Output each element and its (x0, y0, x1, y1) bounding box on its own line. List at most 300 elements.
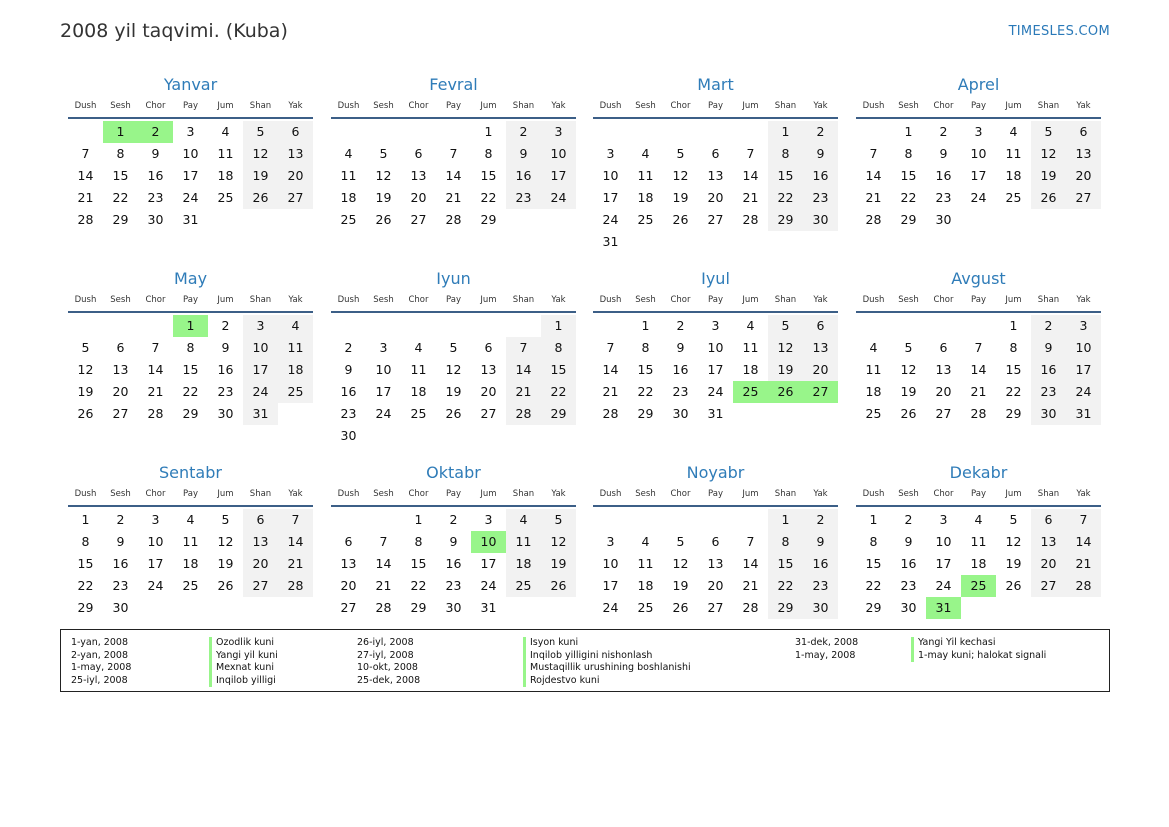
legend-holiday-name: Yangi Yil kechasi (911, 637, 1046, 650)
day-cell: 8 (1009, 340, 1018, 355)
day-cell: 11 (742, 340, 759, 355)
weekday-label: Sesh (898, 489, 919, 499)
day-cell: 17 (970, 168, 987, 183)
weekday-header (331, 100, 576, 119)
day-cell: 28 (375, 600, 392, 615)
empty-day-cell (926, 315, 961, 337)
day-cell: 21 (77, 190, 94, 205)
day-cell: 25 (865, 406, 882, 421)
day-cell: 22 (410, 578, 427, 593)
day-cell: 8 (116, 146, 125, 161)
day-cell: 9 (904, 534, 913, 549)
day-cell: 13 (340, 556, 357, 571)
weekday-label: Pay (971, 101, 986, 111)
day-cell: 17 (375, 384, 392, 399)
day-cell: 30 (445, 600, 462, 615)
day-cell: 3 (711, 318, 720, 333)
day-cell: 21 (278, 553, 313, 575)
day-grid (856, 315, 1101, 425)
day-cell: 21 (1066, 553, 1101, 575)
weekday-label: Jum (217, 101, 234, 111)
day-cell: 8 (186, 340, 195, 355)
day-cell: 6 (344, 534, 353, 549)
day-cell: 14 (147, 362, 164, 377)
day-cell: 15 (1005, 362, 1022, 377)
holiday-day-cell: 27 (803, 381, 838, 403)
day-cell: 30 (147, 212, 164, 227)
day-cell: 15 (637, 362, 654, 377)
day-cell: 18 (970, 556, 987, 571)
day-cell: 2 (344, 340, 353, 355)
empty-day-cell (628, 121, 663, 143)
day-cell: 6 (711, 534, 720, 549)
weekday-label: Yak (288, 489, 303, 499)
empty-day-cell (891, 315, 926, 337)
day-cell: 14 (865, 168, 882, 183)
day-cell: 21 (970, 384, 987, 399)
day-cell: 21 (147, 384, 164, 399)
month-dekabr (856, 462, 1101, 619)
day-cell: 7 (506, 337, 541, 359)
day-cell: 20 (707, 190, 724, 205)
day-cell: 24 (182, 190, 199, 205)
month-name: Oktabr (426, 463, 481, 482)
empty-day-cell (663, 121, 698, 143)
day-cell: 5 (379, 146, 388, 161)
day-cell: 16 (900, 556, 917, 571)
day-cell: 19 (768, 359, 803, 381)
day-cell: 13 (112, 362, 129, 377)
day-cell: 31 (602, 234, 619, 249)
weekday-label: Pay (183, 489, 198, 499)
day-cell: 14 (506, 359, 541, 381)
day-cell: 21 (865, 190, 882, 205)
day-cell: 12 (768, 337, 803, 359)
day-cell: 1 (81, 512, 90, 527)
day-cell: 19 (243, 165, 278, 187)
day-cell: 27 (707, 212, 724, 227)
day-cell: 6 (243, 509, 278, 531)
day-cell: 7 (606, 340, 615, 355)
day-cell: 2 (939, 124, 948, 139)
day-cell: 1 (484, 124, 493, 139)
empty-day-cell (366, 509, 401, 531)
day-cell: 12 (243, 143, 278, 165)
weekday-header (593, 488, 838, 507)
legend-holiday-name: Mustaqillik urushining boshlanishi (523, 662, 691, 675)
day-cell: 6 (278, 121, 313, 143)
day-cell: 24 (602, 600, 619, 615)
weekday-label: Sesh (110, 101, 131, 111)
day-cell: 26 (243, 187, 278, 209)
legend-date: 1-yan, 2008 (71, 637, 128, 648)
weekday-label: Yak (813, 101, 828, 111)
weekday-label: Pay (708, 295, 723, 305)
day-cell: 20 (278, 165, 313, 187)
legend-dates-col-2 (357, 637, 420, 687)
day-cell: 9 (1031, 337, 1066, 359)
day-cell: 29 (768, 209, 803, 231)
day-cell: 7 (746, 534, 755, 549)
empty-day-cell (366, 121, 401, 143)
day-cell: 27 (340, 600, 357, 615)
month-name: Iyun (436, 269, 471, 288)
day-cell: 10 (243, 337, 278, 359)
holiday-day-cell: 2 (138, 121, 173, 143)
day-cell: 17 (707, 362, 724, 377)
day-cell: 16 (217, 362, 234, 377)
day-cell: 5 (1031, 121, 1066, 143)
weekday-label: Jum (480, 101, 497, 111)
weekday-label: Jum (742, 295, 759, 305)
day-grid (856, 121, 1101, 231)
day-cell: 10 (602, 168, 619, 183)
day-cell: 17 (243, 359, 278, 381)
day-cell: 15 (480, 168, 497, 183)
weekday-label: Sesh (898, 295, 919, 305)
weekday-label: Sesh (373, 489, 394, 499)
day-cell: 13 (243, 531, 278, 553)
day-cell: 2 (676, 318, 685, 333)
day-cell: 18 (637, 190, 654, 205)
day-cell: 30 (672, 406, 689, 421)
day-cell: 11 (1005, 146, 1022, 161)
weekday-header (593, 100, 838, 119)
day-cell: 1 (414, 512, 423, 527)
month-oktabr (331, 462, 576, 619)
weekday-label: Pay (971, 295, 986, 305)
weekday-label: Shan (512, 101, 535, 111)
day-cell: 22 (112, 190, 129, 205)
day-cell: 12 (375, 168, 392, 183)
day-cell: 29 (900, 212, 917, 227)
holiday-day-cell: 10 (471, 531, 506, 553)
day-cell: 24 (970, 190, 987, 205)
day-cell: 23 (217, 384, 234, 399)
empty-day-cell (698, 509, 733, 531)
day-cell: 12 (1005, 534, 1022, 549)
day-cell: 28 (742, 600, 759, 615)
empty-day-cell (436, 315, 471, 337)
day-cell: 16 (672, 362, 689, 377)
day-cell: 19 (77, 384, 94, 399)
month-mart (593, 74, 838, 253)
day-cell: 7 (1066, 509, 1101, 531)
day-cell: 4 (641, 146, 650, 161)
holiday-day-cell: 1 (103, 121, 138, 143)
day-cell: 26 (1005, 578, 1022, 593)
day-cell: 5 (541, 509, 576, 531)
legend-dates-col-1 (71, 637, 131, 687)
day-cell: 28 (506, 403, 541, 425)
weekday-label: Chor (670, 101, 691, 111)
day-cell: 19 (672, 578, 689, 593)
day-cell: 23 (112, 578, 129, 593)
legend-holiday-name: Ozodlik kuni (209, 637, 278, 650)
day-cell: 16 (445, 556, 462, 571)
day-cell: 16 (340, 384, 357, 399)
day-cell: 12 (541, 531, 576, 553)
day-cell: 10 (1066, 337, 1101, 359)
day-cell: 20 (480, 384, 497, 399)
day-cell: 13 (480, 362, 497, 377)
day-cell: 21 (742, 578, 759, 593)
day-cell: 25 (506, 575, 541, 597)
site-link[interactable]: TIMESLES.COM (1008, 24, 1110, 39)
day-cell: 27 (243, 575, 278, 597)
day-cell: 3 (939, 512, 948, 527)
day-cell: 24 (147, 578, 164, 593)
weekday-label: Pay (708, 489, 723, 499)
day-cell: 21 (375, 578, 392, 593)
day-cell: 2 (449, 512, 458, 527)
legend-dates-col-3 (795, 637, 858, 662)
day-cell: 22 (768, 187, 803, 209)
weekday-label: Chor (408, 489, 429, 499)
legend-holiday-name: Inqilob yilligi (209, 675, 278, 688)
day-cell: 1 (1009, 318, 1018, 333)
day-cell: 27 (410, 212, 427, 227)
day-cell: 30 (900, 600, 917, 615)
day-cell: 4 (746, 318, 755, 333)
month-aprel (856, 74, 1101, 231)
day-cell: 13 (278, 143, 313, 165)
day-cell: 27 (1066, 187, 1101, 209)
legend-names-col-2 (523, 637, 691, 687)
weekday-label: Pay (183, 101, 198, 111)
weekday-label: Pay (708, 101, 723, 111)
day-cell: 21 (602, 384, 619, 399)
day-cell: 28 (445, 212, 462, 227)
day-cell: 28 (970, 406, 987, 421)
weekday-header (68, 294, 313, 313)
empty-day-cell (366, 315, 401, 337)
day-cell: 20 (112, 384, 129, 399)
day-cell: 3 (186, 124, 195, 139)
day-cell: 18 (637, 578, 654, 593)
day-cell: 28 (1066, 575, 1101, 597)
day-cell: 31 (480, 600, 497, 615)
day-cell: 19 (1031, 165, 1066, 187)
day-cell: 26 (217, 578, 234, 593)
day-cell: 2 (1031, 315, 1066, 337)
legend-date: 31-dek, 2008 (795, 637, 859, 648)
weekday-label: Shan (1037, 101, 1060, 111)
month-name: Aprel (957, 75, 1000, 94)
weekday-label: Chor (933, 101, 954, 111)
day-cell: 25 (637, 212, 654, 227)
day-cell: 24 (243, 381, 278, 403)
weekday-label: Jum (1005, 101, 1022, 111)
day-cell: 23 (935, 190, 952, 205)
day-cell: 4 (344, 146, 353, 161)
empty-day-cell (698, 121, 733, 143)
weekday-label: Jum (217, 489, 234, 499)
weekday-label: Chor (145, 101, 166, 111)
day-cell: 9 (676, 340, 685, 355)
month-name: Yanvar (163, 75, 218, 94)
legend-holiday-name: Yangi yil kuni (209, 650, 278, 663)
day-cell: 5 (81, 340, 90, 355)
day-cell: 29 (541, 403, 576, 425)
day-cell: 20 (340, 578, 357, 593)
day-cell: 19 (1005, 556, 1022, 571)
day-cell: 23 (803, 575, 838, 597)
weekday-label: Sesh (110, 489, 131, 499)
day-cell: 4 (641, 534, 650, 549)
day-cell: 24 (1066, 381, 1101, 403)
weekday-label: Chor (408, 295, 429, 305)
day-cell: 6 (803, 315, 838, 337)
day-cell: 31 (707, 406, 724, 421)
weekday-label: Chor (145, 489, 166, 499)
weekday-label: Jum (1005, 295, 1022, 305)
day-grid (593, 509, 838, 619)
day-cell: 8 (869, 534, 878, 549)
day-cell: 14 (742, 556, 759, 571)
day-cell: 11 (637, 168, 654, 183)
day-cell: 9 (344, 362, 353, 377)
day-cell: 9 (151, 146, 160, 161)
weekday-label: Shan (1037, 489, 1060, 499)
day-cell: 23 (340, 406, 357, 421)
day-cell: 29 (182, 406, 199, 421)
day-cell: 19 (900, 384, 917, 399)
empty-day-cell (593, 509, 628, 531)
day-cell: 13 (1031, 531, 1066, 553)
holiday-day-cell: 25 (961, 575, 996, 597)
empty-day-cell (331, 315, 366, 337)
day-cell: 12 (217, 534, 234, 549)
day-cell: 13 (410, 168, 427, 183)
legend-holiday-name: Isyon kuni (523, 637, 691, 650)
day-cell: 1 (904, 124, 913, 139)
day-cell: 7 (81, 146, 90, 161)
day-cell: 11 (970, 534, 987, 549)
day-cell: 2 (803, 509, 838, 531)
weekday-label: Sesh (635, 101, 656, 111)
day-cell: 8 (81, 534, 90, 549)
day-cell: 16 (803, 553, 838, 575)
day-cell: 7 (379, 534, 388, 549)
day-cell: 30 (217, 406, 234, 421)
day-cell: 2 (221, 318, 230, 333)
weekday-label: Sesh (635, 489, 656, 499)
weekday-label: Shan (512, 295, 535, 305)
day-cell: 25 (278, 381, 313, 403)
day-cell: 25 (217, 190, 234, 205)
day-cell: 3 (379, 340, 388, 355)
legend-date: 25-iyl, 2008 (71, 674, 128, 686)
day-cell: 2 (506, 121, 541, 143)
day-cell: 4 (974, 512, 983, 527)
day-cell: 23 (445, 578, 462, 593)
day-cell: 20 (707, 578, 724, 593)
weekday-header (856, 100, 1101, 119)
day-cell: 11 (410, 362, 427, 377)
weekday-label: Shan (512, 489, 535, 499)
day-cell: 22 (768, 575, 803, 597)
month-name: Fevral (429, 75, 478, 94)
day-cell: 15 (541, 359, 576, 381)
day-cell: 9 (803, 531, 838, 553)
month-yanvar (68, 74, 313, 231)
day-cell: 7 (449, 146, 458, 161)
day-cell: 30 (935, 212, 952, 227)
holiday-day-cell: 1 (173, 315, 208, 337)
day-cell: 31 (1066, 403, 1101, 425)
weekday-label: Sesh (373, 101, 394, 111)
day-cell: 25 (410, 406, 427, 421)
day-cell: 7 (746, 146, 755, 161)
day-cell: 26 (541, 575, 576, 597)
day-cell: 28 (742, 212, 759, 227)
weekday-label: Dush (74, 295, 97, 305)
page-title: 2008 yil taqvimi. (Kuba) (60, 20, 288, 42)
day-cell: 9 (116, 534, 125, 549)
day-cell: 17 (182, 168, 199, 183)
day-cell: 8 (768, 143, 803, 165)
day-cell: 6 (1031, 509, 1066, 531)
day-cell: 11 (865, 362, 882, 377)
weekday-label: Dush (74, 101, 97, 111)
day-cell: 15 (865, 556, 882, 571)
day-cell: 11 (637, 556, 654, 571)
weekday-label: Sesh (635, 295, 656, 305)
day-cell: 4 (278, 315, 313, 337)
day-cell: 12 (900, 362, 917, 377)
weekday-header (68, 100, 313, 119)
weekday-label: Sesh (110, 295, 131, 305)
day-cell: 8 (484, 146, 493, 161)
day-cell: 29 (480, 212, 497, 227)
day-cell: 3 (484, 512, 493, 527)
day-cell: 13 (803, 337, 838, 359)
weekday-label: Pay (183, 295, 198, 305)
weekday-label: Pay (446, 101, 461, 111)
weekday-label: Dush (337, 295, 360, 305)
day-cell: 29 (112, 212, 129, 227)
day-cell: 17 (935, 556, 952, 571)
empty-day-cell (663, 509, 698, 531)
day-cell: 13 (1066, 143, 1101, 165)
day-cell: 12 (672, 556, 689, 571)
day-cell: 6 (414, 146, 423, 161)
day-cell: 6 (484, 340, 493, 355)
weekday-label: Dush (862, 295, 885, 305)
day-cell: 2 (803, 121, 838, 143)
day-cell: 1 (541, 315, 576, 337)
empty-day-cell (401, 315, 436, 337)
weekday-label: Yak (813, 489, 828, 499)
day-cell: 19 (541, 553, 576, 575)
weekday-label: Dush (599, 295, 622, 305)
day-cell: 5 (676, 534, 685, 549)
day-cell: 6 (1066, 121, 1101, 143)
weekday-label: Chor (670, 489, 691, 499)
weekday-label: Yak (551, 489, 566, 499)
day-cell: 8 (414, 534, 423, 549)
weekday-label: Dush (599, 101, 622, 111)
day-cell: 5 (243, 121, 278, 143)
day-cell: 17 (480, 556, 497, 571)
day-cell: 5 (904, 340, 913, 355)
weekday-label: Shan (774, 295, 797, 305)
day-cell: 28 (147, 406, 164, 421)
day-cell: 21 (445, 190, 462, 205)
holiday-day-cell: 26 (768, 381, 803, 403)
day-cell: 12 (672, 168, 689, 183)
